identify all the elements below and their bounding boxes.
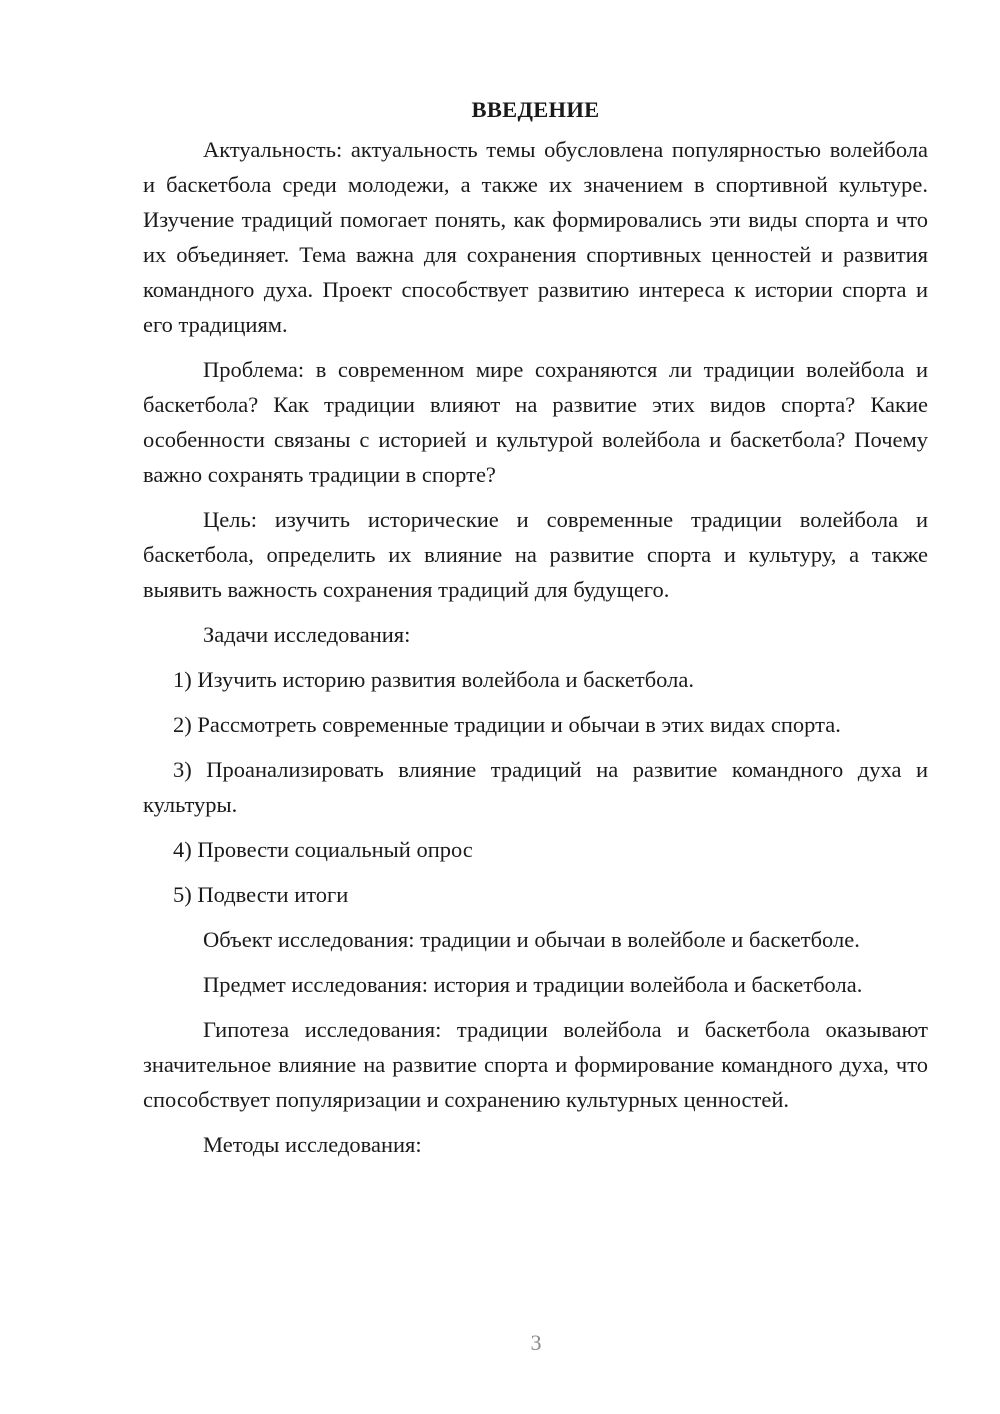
list-item: 4) Провести социальный опрос (173, 837, 473, 862)
paragraph-methods: Методы исследования: (203, 1132, 422, 1157)
paragraph-subject: Предмет исследования: история и традиции волейбола и баскетбола. (203, 972, 863, 997)
list-item: 3) Проанализировать влияние традиций на развитие командного духа и культуры. (143, 757, 928, 817)
document-page (143, 92, 928, 1162)
paragraph-tasks-heading: Задачи исследования: (203, 622, 411, 647)
paragraph-goal: Цель: изучить исторические и современные традиции волейбола и баскетбола, определить их влияние на развитие спорта и культуру, а также выявить важность сохранения традиций для будущего. (143, 507, 928, 602)
list-item: 1) Изучить историю развития волейбола и баскетбола. (173, 667, 694, 692)
paragraph-hypothesis: Гипотеза исследования: традиции волейбола и баскетбола оказывают значительное влияние на развитие спорта и формирование командного духа, что способствует популяризации и сохранению культурных ценностей. (143, 1017, 928, 1112)
list-item: 5) Подвести итоги (173, 882, 349, 907)
page-number: 3 (530, 1330, 542, 1355)
section-title: ВВЕДЕНИЕ (471, 97, 600, 122)
paragraph-problem: Проблема: в современном мире сохраняются ли традиции волейбола и баскетбола? Как традиции влияют на развитие этих видов спорта? Какие особенности связаны с историей и культурой волейбола и баскетбола? Почему важно сохранять традиции в спорте? (143, 357, 928, 487)
paragraph-relevance: Актуальность: актуальность темы обусловлена популярностью волейбола и баскетбола среди молодежи, а также их значением в спортивной культуре. Изучение традиций помогает понять, как формировались эти виды спорта и что их объединяет. Тема важна для сохранения спортивных ценностей и развития командного духа. Проект способствует развитию интереса к истории спорта и его традициям. (143, 137, 928, 337)
paragraph-object: Объект исследования: традиции и обычаи в волейболе и баскетболе. (203, 927, 860, 952)
list-item: 2) Рассмотреть современные традиции и обычаи в этих видах спорта. (173, 712, 841, 737)
